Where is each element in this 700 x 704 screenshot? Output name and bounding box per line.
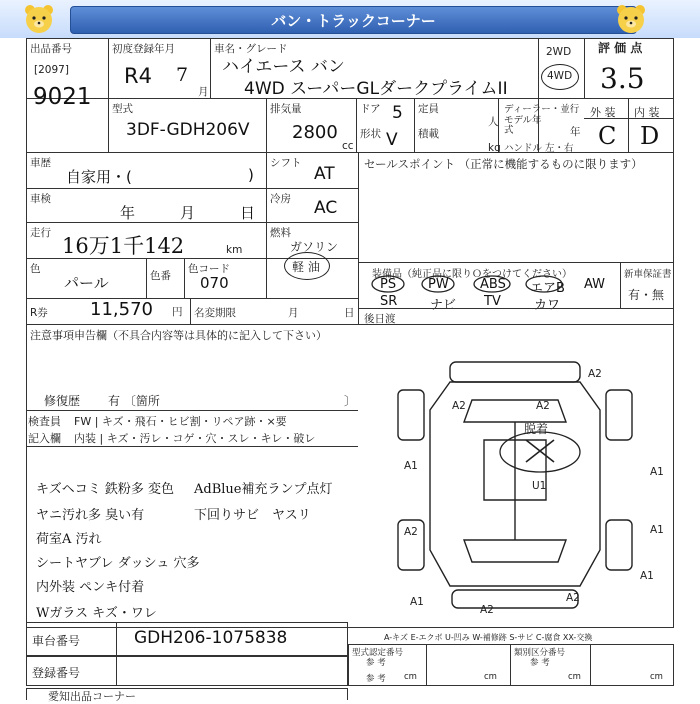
class-label: 類別区分番号	[514, 648, 566, 658]
doors-label: ドア	[360, 103, 381, 115]
grade-value: 3.5	[600, 62, 645, 95]
inspector-label: 検査員	[28, 415, 61, 428]
equip-pw: PW	[428, 277, 449, 292]
diagram-note: 脱着	[524, 422, 549, 436]
fuel-diesel: 軽 油	[292, 260, 320, 274]
model-value: 3DF-GDH206V	[126, 120, 250, 140]
equip-circle-marks	[368, 274, 578, 294]
remark-line: ヤニ汚れ多 臭い有	[36, 508, 145, 523]
chassis-value: GDH206-1075838	[134, 628, 288, 648]
interior-grade: D	[640, 122, 660, 150]
grade-label: 評 価 点	[598, 41, 643, 55]
inspection-month: 月	[180, 204, 196, 222]
equip-leather: カワ	[534, 298, 561, 313]
bear-mascot-icon	[22, 2, 56, 36]
model-label: 型式	[112, 103, 133, 115]
equip-navi: ナビ	[430, 298, 457, 313]
mileage-unit: km	[226, 244, 243, 256]
notes-label: 注意事項申告欄（不具合内容等は具体的に記入して下さい）	[30, 329, 327, 342]
ac-value: AC	[314, 198, 338, 218]
displacement-label: 排気量	[270, 103, 302, 115]
damage-legend: A-キズ E-エクボ U-凹み W-補修跡 S-サビ C-腐食 XX-交換	[384, 633, 593, 642]
exterior-label: 外 装	[590, 106, 616, 119]
lot-label: 出品番号	[30, 43, 72, 55]
fuel-circle-mark	[284, 252, 330, 280]
damage-diagram	[380, 350, 674, 620]
remark-line: シートヤブレ ダッシュ 穴多	[36, 556, 200, 571]
fuel-label: 燃料	[270, 227, 291, 239]
name-change-label: 名変期限	[194, 307, 236, 319]
remark-line: 内外装 ペンキ付着	[36, 580, 145, 595]
equip-sr: SR	[380, 294, 398, 309]
header-banner	[0, 0, 700, 38]
damage-mark: A1	[410, 596, 424, 608]
new-warranty-value: 有・無	[628, 288, 665, 302]
damage-mark: A1	[650, 466, 664, 478]
cc-unit: cc	[342, 140, 354, 152]
first-reg-era: R4	[124, 64, 152, 88]
damage-mark: A2	[480, 604, 494, 616]
first-reg-label: 初度登録年月	[112, 43, 175, 55]
class-ref: 参 考	[530, 658, 550, 668]
mileage-label: 走行	[30, 227, 51, 239]
interior-label: 内 装	[634, 106, 660, 119]
equip-abs: ABS	[480, 277, 506, 292]
name-change-day: 日	[344, 307, 355, 319]
remark-line: AdBlue補充ランプ点灯	[194, 482, 333, 497]
dims-ref: 参 考	[366, 658, 386, 668]
damage-mark: A1	[640, 570, 654, 582]
entry-label: 記入欄	[28, 432, 61, 445]
recycle-yen: 円	[172, 306, 183, 318]
car-name: ハイエース バン	[222, 57, 345, 77]
header-title: バン・トラックコーナー	[271, 12, 436, 30]
load-label: 積載	[418, 128, 439, 140]
color-code-value: 070	[200, 274, 229, 292]
remark-line: 下回りサビ ヤスリ	[194, 508, 311, 523]
equip-tv: TV	[484, 294, 501, 309]
cm-unit: cm	[568, 672, 581, 682]
damage-mark: U1	[532, 480, 547, 492]
history-close: )	[248, 166, 254, 184]
equipment-label: 装備品（純正品に限りＯをつけてください）	[372, 269, 572, 280]
damage-mark: A1	[404, 460, 418, 472]
chassis-label: 車台番号	[32, 634, 81, 648]
shape-value: V	[386, 130, 398, 150]
cm-unit: cm	[404, 672, 417, 682]
later-label: 後日渡	[364, 313, 396, 325]
header-title-bar	[70, 6, 637, 34]
cm-unit: cm	[650, 672, 663, 682]
dealer-label: ディーラー・並行	[504, 104, 580, 115]
name-change-month: 月	[288, 307, 299, 319]
damage-mark: A2	[588, 368, 602, 380]
new-warranty-label: 新車保証書	[624, 269, 672, 280]
name-label: 車名・グレード	[214, 43, 288, 55]
first-reg-month: 7	[176, 64, 189, 86]
doors-value: 5	[392, 103, 403, 123]
inspection-row-fw: FW | キズ・飛石・ヒビ割・リペア跡・×要	[74, 415, 287, 428]
damage-mark: A2	[536, 400, 550, 412]
history-value: 自家用・(	[66, 168, 132, 186]
footer-title: 愛知出品コーナー	[48, 690, 136, 703]
inspection-year: 年	[120, 204, 136, 222]
handle-label: ハンドル 左・右	[504, 143, 574, 154]
ref-bottom: 参 考	[366, 674, 386, 684]
repair-close: 〕	[344, 394, 357, 408]
dims-label: 型式認定番号	[352, 648, 404, 658]
recycle-label: R券	[30, 307, 48, 319]
color-value: パール	[64, 274, 109, 292]
bear-mascot-icon	[614, 2, 648, 36]
remark-line: 荷室A 汚れ	[36, 532, 102, 547]
exterior-grade: C	[598, 122, 617, 150]
cm-unit: cm	[484, 672, 497, 682]
sales-point-label: セールスポイント （正常に機能するものに限ります）	[364, 157, 643, 171]
fuel-gasoline: ガソリン	[290, 240, 339, 254]
color-label: 色	[30, 263, 41, 275]
repair-value: 有 〔箇所	[108, 394, 160, 408]
regno-label: 登録番号	[32, 666, 81, 680]
repair-label: 修復歴	[44, 394, 81, 408]
recycle-value: 11,570	[90, 299, 153, 320]
lot-number: 9021	[33, 84, 92, 110]
inspection-row-interior: 内装 | キズ・汚レ・コゲ・穴・スレ・キレ・破レ	[74, 432, 316, 445]
model-year-unit: 年	[570, 126, 581, 138]
history-label: 車歴	[30, 157, 51, 169]
damage-mark: A2	[452, 400, 466, 412]
remark-line: キズヘコミ 鉄粉多 変色	[36, 482, 175, 497]
load-unit: kg	[488, 142, 501, 154]
remark-line: Wガラス キズ・ワレ	[36, 606, 157, 621]
model-year-label: モデル年式	[504, 115, 542, 136]
equip-airbag: エアB	[530, 281, 565, 296]
drive-4wd: 4WD	[547, 70, 573, 82]
displacement-value: 2800	[292, 122, 338, 143]
mileage-value: 16万1千142	[62, 234, 185, 258]
shift-value: AT	[314, 164, 335, 184]
shift-label: シフト	[270, 157, 302, 169]
capacity-label: 定員	[418, 103, 439, 115]
damage-mark: A1	[650, 524, 664, 536]
damage-mark: A2	[404, 526, 418, 538]
first-reg-month-unit: 月	[198, 86, 209, 98]
equip-ps: PS	[380, 277, 397, 292]
capacity-unit: 人	[488, 116, 499, 128]
shape-label: 形状	[360, 128, 381, 140]
lot-small: [2097]	[34, 64, 69, 76]
inspection-label: 車検	[30, 193, 51, 205]
car-grade: 4WD スーパーGLダークプライムII	[244, 79, 508, 99]
ac-label: 冷房	[270, 193, 291, 205]
damage-mark: A2	[566, 592, 580, 604]
color-code-sublabel: 色コード	[188, 263, 230, 275]
color-code-label: 色番	[150, 270, 171, 282]
inspection-day: 日	[240, 204, 256, 222]
equip-aw: AW	[584, 277, 606, 292]
drive-2wd: 2WD	[546, 46, 572, 58]
